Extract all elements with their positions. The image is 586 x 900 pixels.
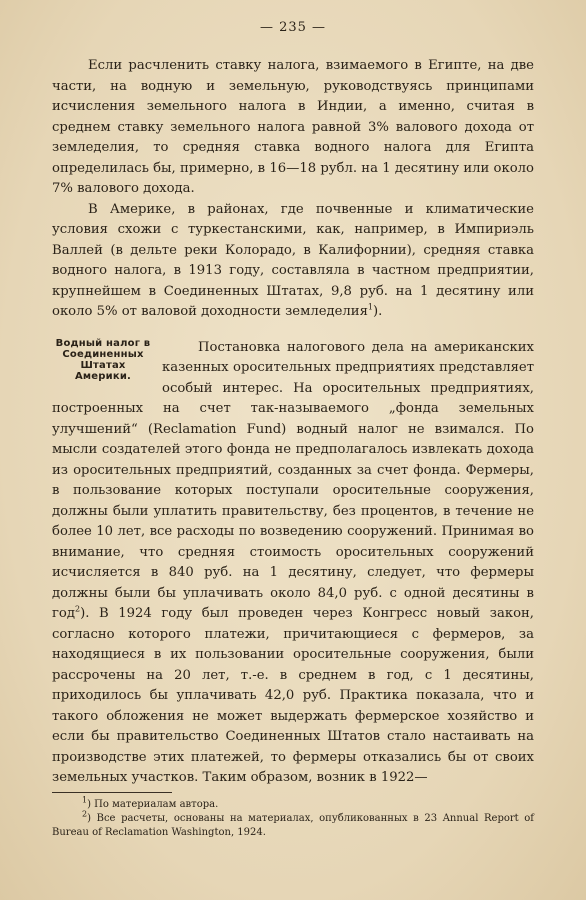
footnote-2-mark: 2 bbox=[82, 809, 88, 819]
main-text bbox=[52, 56, 534, 789]
paragraph-usa-text-part1: Постановка налогового дела на американских казенных оросительных предприятиях представляет особый интерес. На оросительных предприятиях, построенных на счет так-называемого „фонда земельных улучшений“ (Reclamation Fund) водный налог не взимался. По мысли создателей этого фонда не предполагалось извлекать дохода из оросительных предприятий, созданных за счет фонда. Фермеры, в пользование которых поступали оросительные сооружения, должны были уплатить правительству, без процентов, в течение не более 10 лет, все расходы по возведению сооружений. Принимая во внимание, что средняя стоимость оросительных сооружений исчисляется в 840 руб. на 1 десятину, следует, что фермеры должны были бы уплачивать около 84,0 руб. с одной десятины в год bbox=[52, 339, 534, 621]
footnote-1 bbox=[52, 795, 534, 812]
footnote-divider bbox=[52, 792, 172, 793]
footnote-1-mark: 1 bbox=[82, 795, 88, 805]
section-usa-water-tax bbox=[52, 338, 534, 789]
footnote-2-text: ) Все расчеты, основаны на материалах, опубликованных в 23 Annual Report of Bureau of Reclamation Washington, 1924. bbox=[52, 813, 534, 838]
paragraph-america-tax bbox=[52, 200, 534, 323]
footnote-ref-2[interactable]: 2 bbox=[74, 604, 81, 614]
paragraph-america-text: В Америке, в районах, где почвенные и климатические условия схожи с туркестанскими, как, например, в Импириэль Валлей (в дельте реки Колорадо, в Калифорнии), средняя ставка водного налога, в 1913 году, составляла в частном предприятии, крупнейшем в Соединенных Штатах, 9,8 руб. на 1 десятину или около 5% от валовой доходности земледелия bbox=[52, 201, 534, 319]
footnote-2 bbox=[52, 809, 534, 840]
margin-heading: Водный налог в Соединенных Штатах Америки. bbox=[55, 337, 151, 382]
paragraph-egypt-tax: Если расчленить ставку налога, взимаемого в Египте, на две части, на водную и земельную, руководствуясь принципами исчисления земельного налога в Индии, а именно, считая в среднем ставку земельного налога равной 3% валового дохода от земледелия, то средняя ставка водного налога для Египта определилась бы, примерно, в 16—18 рубл. на 1 десятину или около 7% валового дохода. bbox=[52, 58, 534, 196]
footnotes bbox=[52, 795, 534, 840]
paragraph-usa-text-part2: ). В 1924 году был проведен через Конгресс новый закон, согласно которого платежи, причитающиеся с фермеров, за находящиеся в их пользовании оросительные сооружения, были рассрочены на 20 лет, т.-е. в среднем в год, с 1 десятины, приходилось бы уплачивать 42,0 руб. Практика показала, что и такого обложения не может выдержать фермерское хозяйство и если бы правительство Соединенных Штатов стало настаивать на производстве этих платежей, то фермеры отказались бы от своих земельных участков. Таким образом, возник в 1922— bbox=[52, 606, 534, 785]
paragraph-america-end: ). bbox=[373, 304, 383, 319]
footnote-1-text: ) По материалам автора. bbox=[87, 799, 219, 810]
paragraph-usa-projects bbox=[52, 338, 534, 789]
footnote-ref-1[interactable]: 1 bbox=[367, 302, 374, 312]
page-number: — 235 — bbox=[259, 20, 327, 35]
